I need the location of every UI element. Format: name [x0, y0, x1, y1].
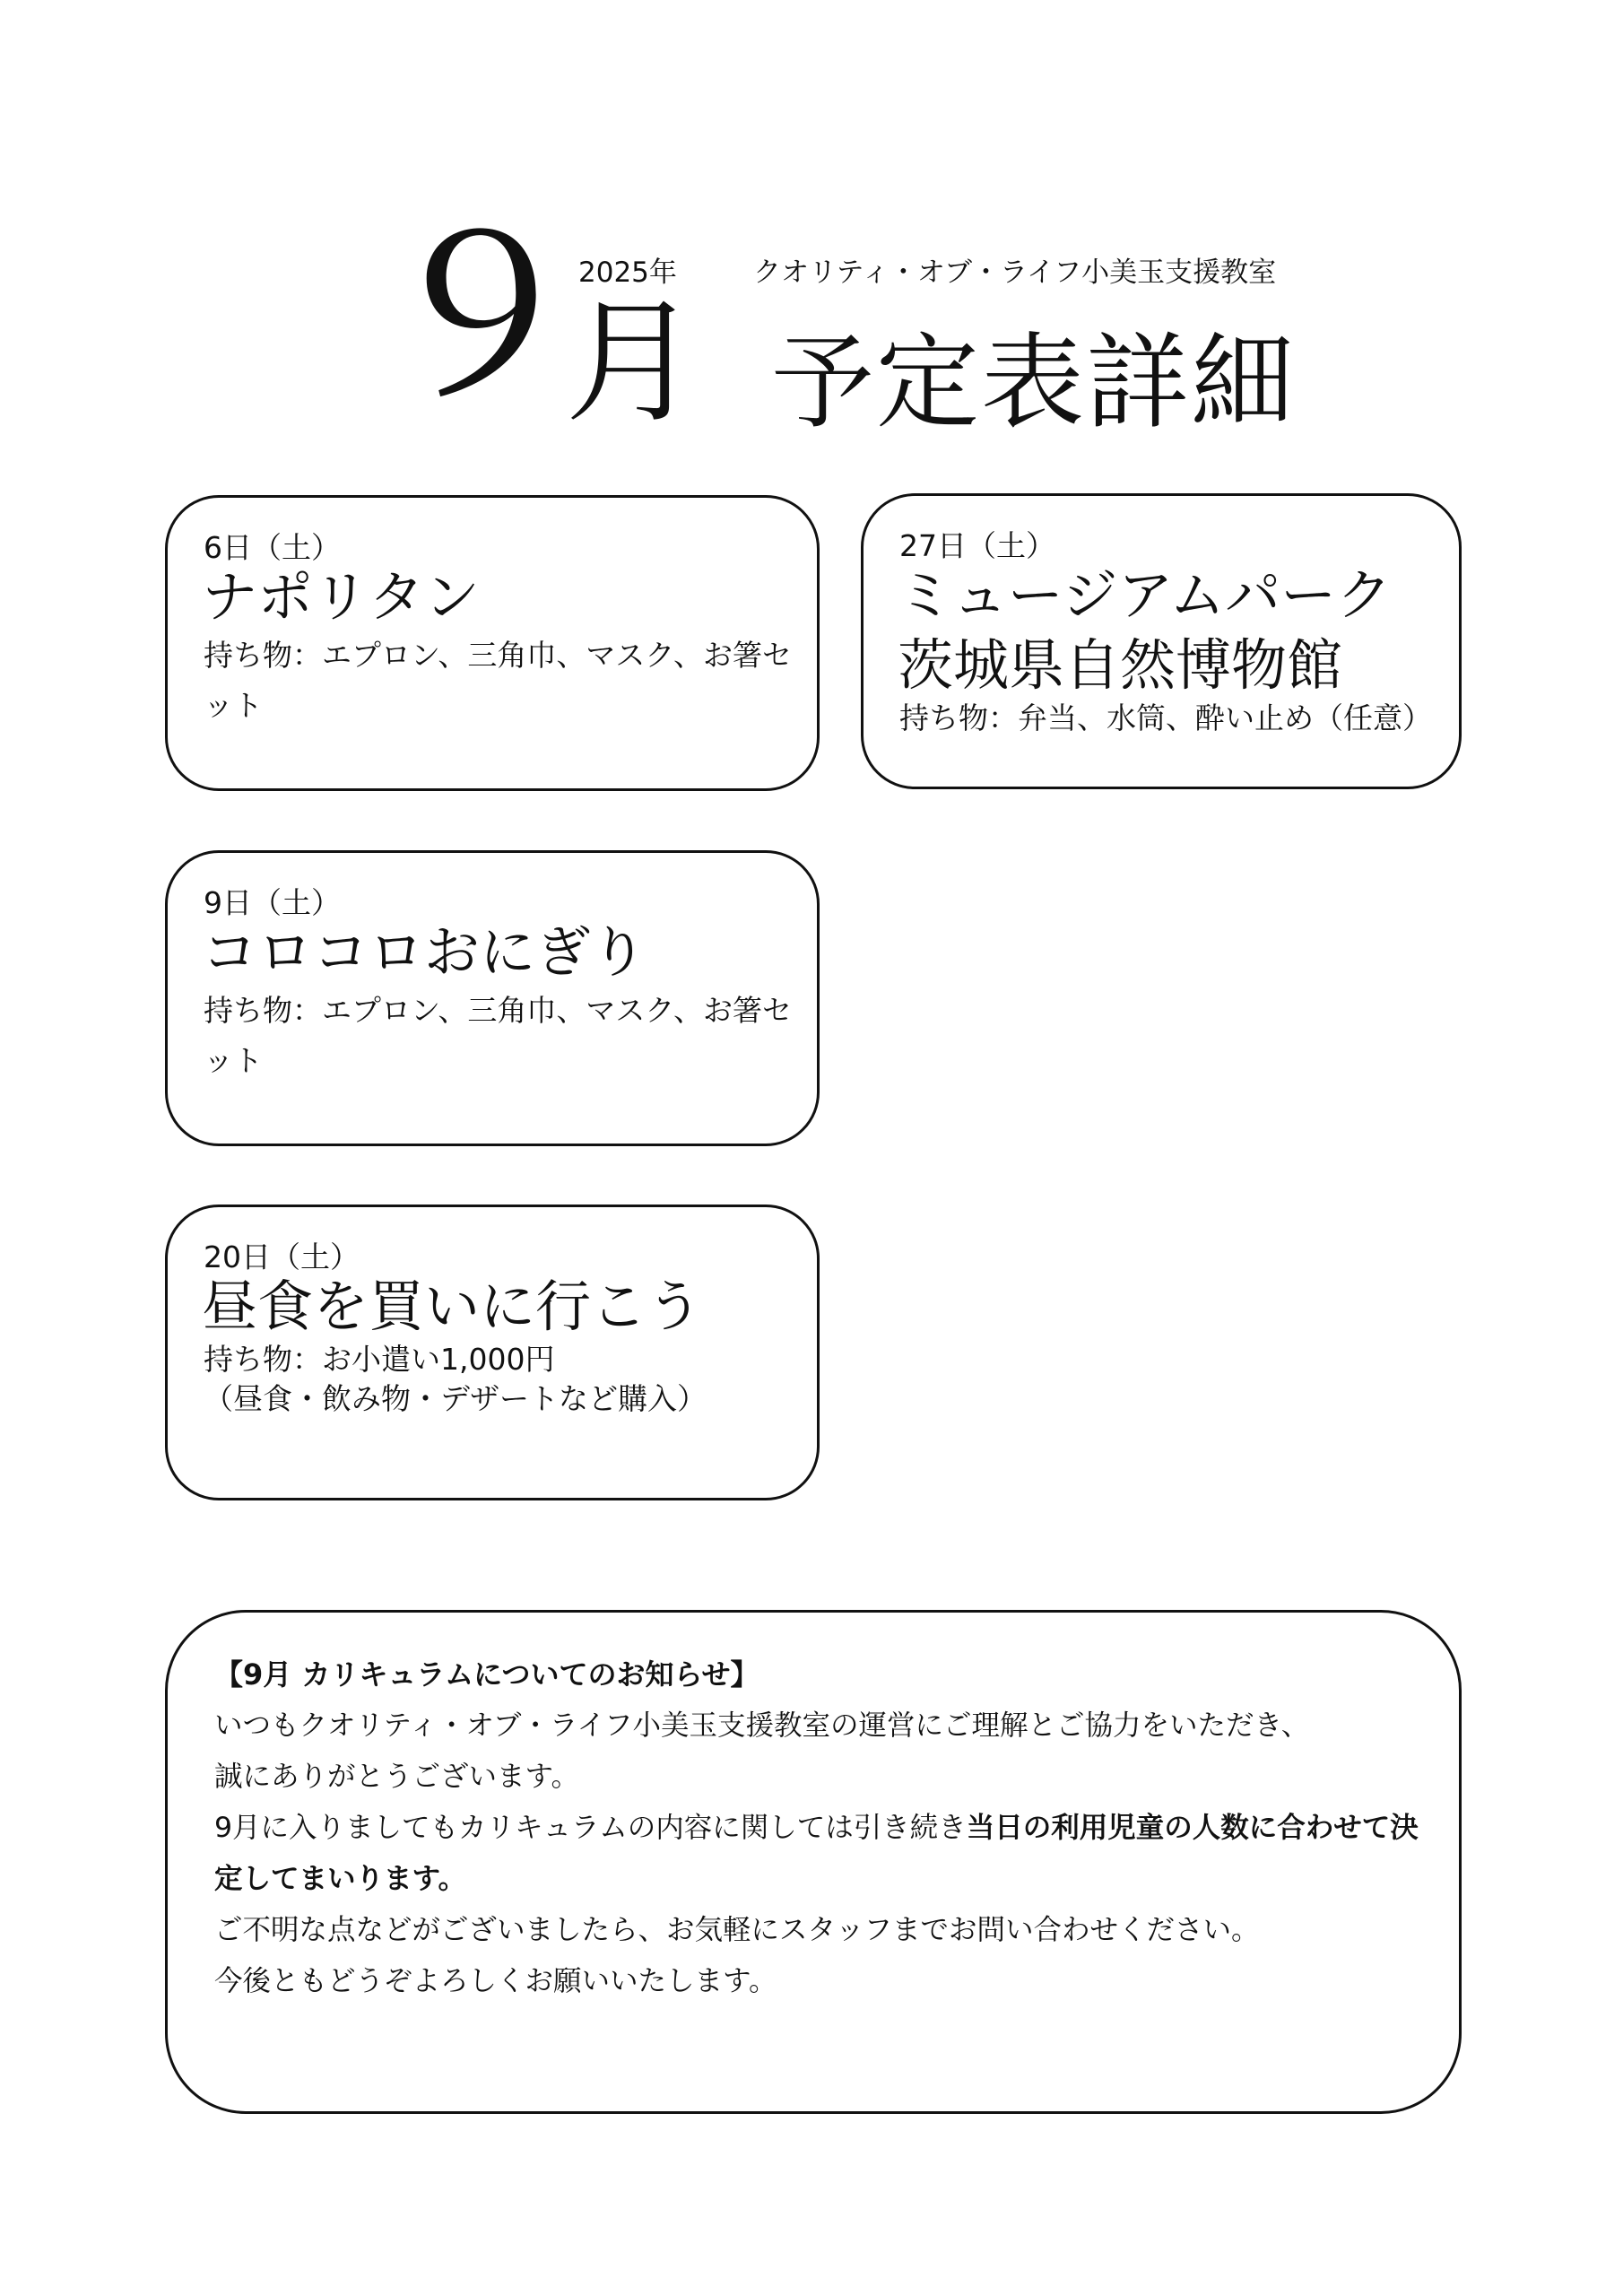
- event-date: 27日（土）: [899, 528, 1055, 563]
- month-number: ９: [372, 193, 588, 444]
- notice-emphasis: 当日の利用児童の人数に合わせて決定してまいります。: [214, 1812, 1419, 1895]
- event-items: 持ち物：エプロン、三角巾、マスク、お箸セット: [204, 638, 793, 723]
- month-label: 月: [565, 285, 700, 441]
- event-date: 9日（土）: [204, 885, 341, 920]
- event-date: 20日（土）: [204, 1239, 360, 1274]
- year-label: 2025年: [578, 257, 677, 289]
- notice-line: [214, 1803, 1434, 1905]
- event-card-9th: [165, 850, 820, 1146]
- event-title-line2: 茨城県自然博物館: [898, 632, 1343, 698]
- notice-text: 9月に入りましてもカリキュラムの内容に関しては引き続き: [214, 1812, 967, 1844]
- event-title: コロコロおにぎり: [202, 919, 647, 985]
- notice-line: 今後ともどうぞよろしくお願いいたします。: [214, 1965, 777, 1997]
- event-title: [898, 561, 1392, 700]
- event-items: [204, 1340, 795, 1419]
- page-title: 予定表詳細: [771, 323, 1297, 443]
- notice-line: 誠にありがとうございます。: [214, 1761, 579, 1793]
- event-items-line2: （昼食・飲み物・デザートなど購入）: [204, 1381, 707, 1416]
- event-items: 持ち物：エプロン、三角巾、マスク、お箸セット: [204, 993, 793, 1078]
- event-title-line1: ミュージアムパーク: [898, 562, 1393, 628]
- event-title: ナポリタン: [202, 564, 481, 630]
- school-name: クオリティ・オブ・ライフ小美玉支援教室: [753, 257, 1277, 289]
- event-card-6th: [165, 495, 820, 791]
- event-title: 昼食を買いに行こう: [202, 1274, 703, 1339]
- event-card-20th: [165, 1205, 820, 1500]
- event-items-line1: 持ち物：お小遣い1,000円: [204, 1342, 555, 1377]
- event-date: 6日（土）: [204, 530, 341, 565]
- notice-body: [214, 1700, 1434, 2007]
- notice-line: いつもクオリティ・オブ・ライフ小美玉支援教室の運営にご理解とご協力をいただき、: [214, 1709, 1310, 1742]
- curriculum-notice: [165, 1610, 1462, 2114]
- notice-title: 【9月 カリキュラムについてのお知らせ】: [214, 1657, 759, 1692]
- event-card-27th: [861, 493, 1462, 789]
- notice-line: ご不明な点などがございましたら、お気軽にスタッフまでお問い合わせください。: [214, 1914, 1260, 1946]
- event-items: 持ち物：弁当、水筒、酔い止め（任意）: [899, 700, 1432, 735]
